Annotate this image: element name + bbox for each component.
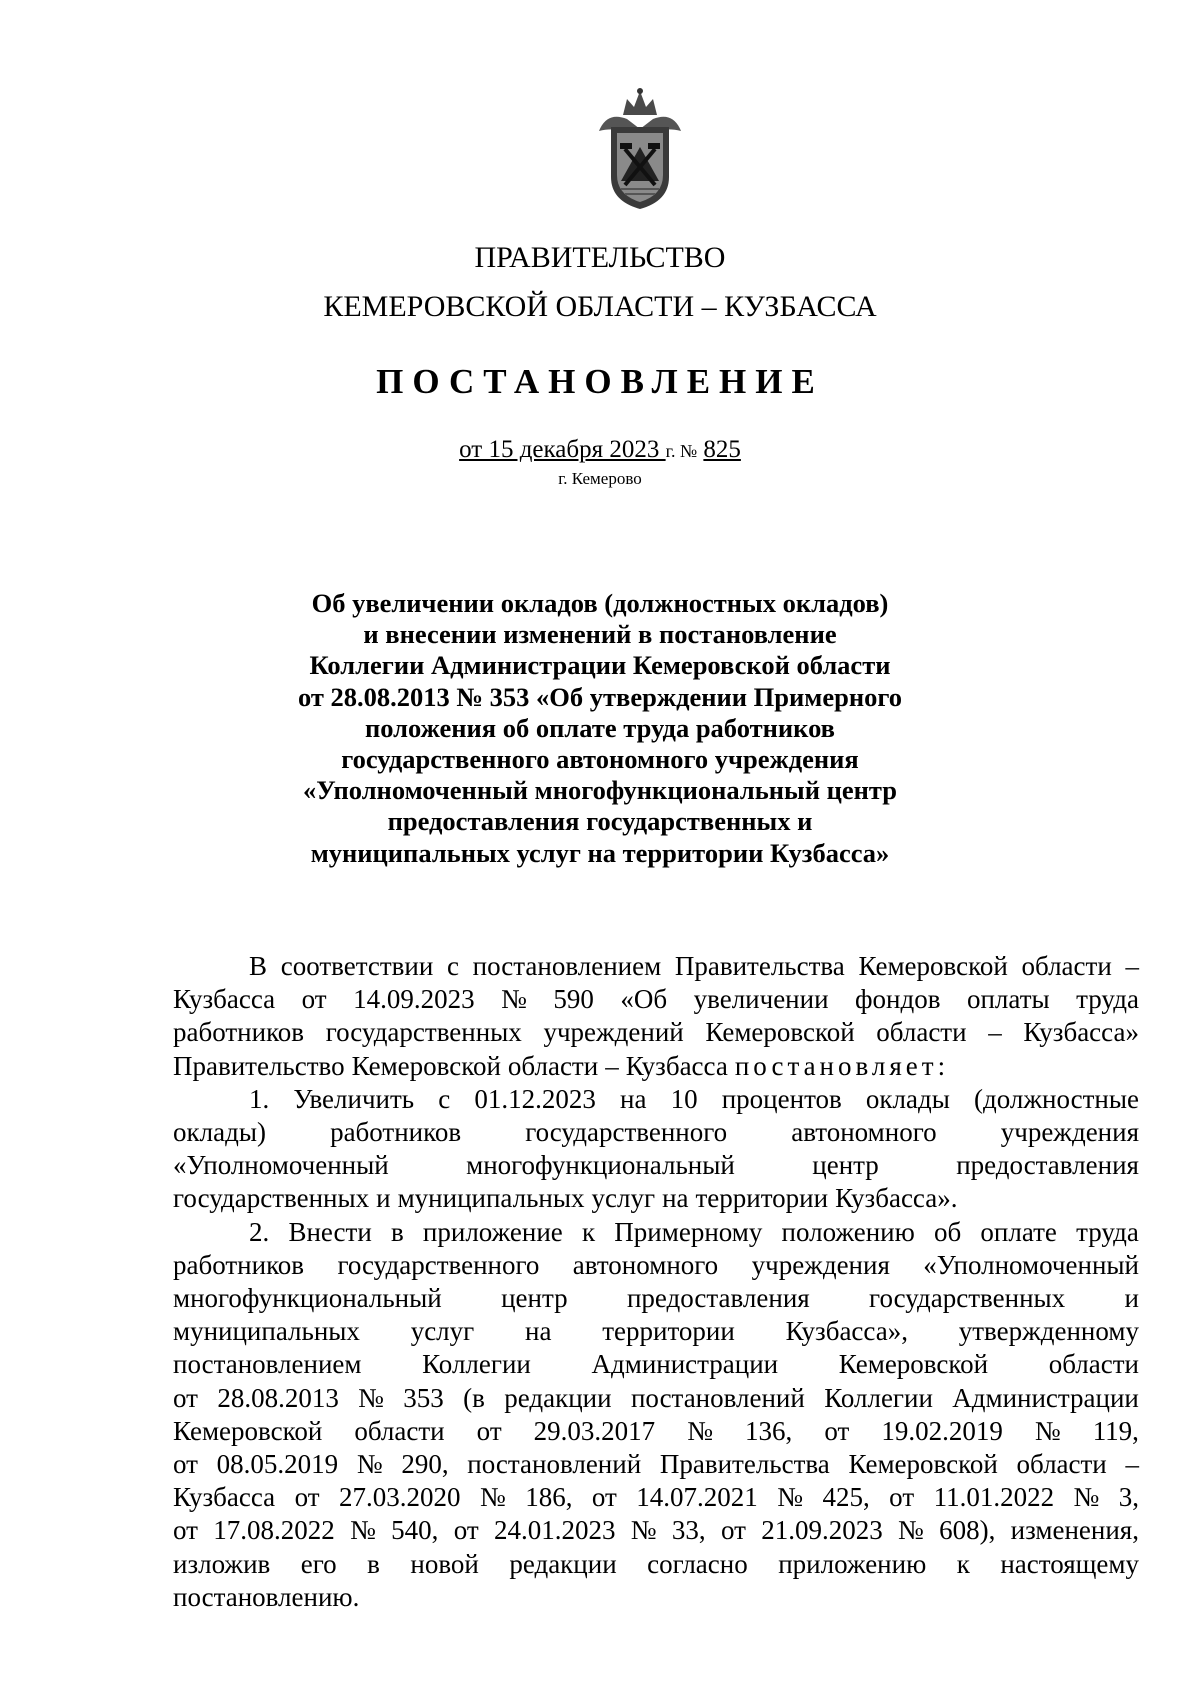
title-line: от 28.08.2013 № 353 «Об утверждении Примерного bbox=[298, 681, 902, 712]
word: 186, bbox=[525, 1482, 573, 1513]
word: 2. bbox=[249, 1216, 270, 1247]
word: муниципальных bbox=[173, 1316, 360, 1347]
word: территории bbox=[602, 1316, 735, 1347]
word: (должностные bbox=[974, 1083, 1139, 1114]
word: № bbox=[350, 1515, 376, 1546]
word: об bbox=[933, 1216, 962, 1247]
word: Кузбасса bbox=[625, 1050, 728, 1081]
word: 27.03.2020 bbox=[339, 1482, 461, 1513]
word: – bbox=[605, 1050, 619, 1081]
word: оплате bbox=[980, 1216, 1057, 1247]
body-line bbox=[173, 1382, 1139, 1415]
word: согласно bbox=[647, 1548, 748, 1579]
body-line bbox=[173, 950, 1139, 983]
word: работников bbox=[173, 1249, 305, 1280]
body-line bbox=[173, 1016, 1139, 1049]
word: в bbox=[367, 1548, 380, 1579]
word: многофункциональный bbox=[173, 1283, 442, 1314]
word: муниципальных bbox=[397, 1183, 585, 1214]
word: от bbox=[889, 1482, 915, 1513]
body-line bbox=[173, 1216, 1139, 1249]
word: 136, bbox=[745, 1415, 793, 1446]
word: и bbox=[376, 1183, 391, 1214]
word: к bbox=[581, 1216, 596, 1247]
word: 28.08.2013 bbox=[217, 1382, 339, 1413]
body-line bbox=[173, 1548, 1139, 1581]
word: 33, bbox=[671, 1515, 706, 1546]
government-name-line1: ПРАВИТЕЛЬСТВО bbox=[474, 241, 726, 274]
document-number: 825 bbox=[703, 436, 741, 463]
title-line: Об увеличении окладов (должностных окладов) bbox=[311, 588, 889, 618]
word: от bbox=[824, 1415, 850, 1446]
word: «Уполномоченный bbox=[923, 1249, 1139, 1280]
word: редакции bbox=[509, 1548, 617, 1579]
word: Кемеровской bbox=[848, 1449, 998, 1480]
word: услуг bbox=[591, 1183, 656, 1214]
word: Правительство bbox=[173, 1050, 345, 1081]
word: 08.05.2019 bbox=[216, 1449, 339, 1480]
government-name-line2: КЕМЕРОВСКОЙ ОБЛАСТИ – КУЗБАССА bbox=[323, 290, 877, 323]
word: оплаты bbox=[966, 984, 1050, 1015]
title-line: государственного автономного учреждения bbox=[341, 744, 859, 775]
word: № bbox=[356, 1449, 383, 1480]
word: Коллегии bbox=[422, 1349, 531, 1380]
word: № bbox=[479, 1482, 506, 1513]
word: оклады) bbox=[173, 1117, 266, 1148]
document-title bbox=[260, 588, 940, 869]
word: «Уполномоченный bbox=[173, 1150, 389, 1181]
word: Кузбасса» bbox=[1023, 1017, 1139, 1048]
word: – bbox=[1125, 1449, 1139, 1480]
word: Правительства bbox=[659, 1449, 830, 1480]
word: центр bbox=[501, 1283, 568, 1314]
word: увеличении bbox=[693, 984, 829, 1015]
word: от bbox=[173, 1515, 198, 1546]
word: № bbox=[777, 1482, 804, 1513]
word: и bbox=[1124, 1283, 1139, 1314]
word: с bbox=[446, 951, 459, 981]
word: № bbox=[687, 1415, 713, 1446]
body-line bbox=[173, 983, 1139, 1016]
word: «Об bbox=[620, 984, 668, 1015]
word: на bbox=[525, 1316, 552, 1347]
word: 10 bbox=[670, 1083, 698, 1114]
word: – bbox=[1125, 951, 1139, 981]
word: Внести bbox=[288, 1216, 372, 1247]
word: учреждений bbox=[543, 1017, 684, 1048]
word: 11.01.2022 bbox=[933, 1482, 1055, 1513]
word: от bbox=[476, 1415, 502, 1446]
word: центр bbox=[812, 1150, 879, 1181]
word: постановлений bbox=[630, 1382, 805, 1413]
word: 19.02.2019 bbox=[881, 1415, 1003, 1446]
word: от bbox=[173, 1449, 198, 1480]
word: от bbox=[720, 1515, 746, 1546]
word: 290, bbox=[401, 1449, 449, 1480]
word: области bbox=[354, 1415, 445, 1446]
title-line: муниципальных услуг на территории Кузбасса» bbox=[310, 837, 890, 868]
word: постановлением bbox=[173, 1349, 362, 1380]
word: Кемеровской bbox=[173, 1415, 323, 1446]
body-line bbox=[173, 1116, 1139, 1149]
word: № bbox=[1034, 1415, 1061, 1446]
word: В bbox=[249, 951, 268, 981]
word: области bbox=[876, 1017, 967, 1048]
word: на bbox=[662, 1183, 689, 1214]
word: постановлению. bbox=[173, 1581, 360, 1612]
title-line: и внесении изменений в постановление bbox=[363, 619, 837, 650]
word: государственного bbox=[525, 1117, 728, 1148]
body-line bbox=[173, 1315, 1139, 1348]
word: № bbox=[358, 1382, 384, 1413]
title-line: положения об оплате труда работников bbox=[365, 712, 835, 743]
body-line bbox=[173, 1149, 1139, 1182]
body-line bbox=[173, 1083, 1139, 1116]
word: 3, bbox=[1118, 1482, 1139, 1513]
title-line: Коллегии Администрации Кемеровской области bbox=[309, 650, 891, 681]
colon: : bbox=[937, 1050, 946, 1081]
word: утвержденному bbox=[958, 1316, 1139, 1347]
word: области bbox=[507, 1050, 599, 1081]
document-body bbox=[173, 950, 1139, 1614]
word: Правительства bbox=[674, 951, 845, 981]
word: предоставления bbox=[626, 1283, 810, 1314]
word: к bbox=[956, 1548, 970, 1579]
word: Кемеровской bbox=[858, 951, 1008, 981]
word: 119, bbox=[1092, 1415, 1139, 1446]
word: государственных bbox=[869, 1283, 1066, 1314]
word: учреждения bbox=[1000, 1117, 1139, 1148]
word: Кемеровской bbox=[705, 1017, 855, 1048]
word: Кемеровской bbox=[838, 1349, 989, 1380]
word: Кузбасса bbox=[173, 984, 276, 1015]
body-line bbox=[173, 1415, 1139, 1448]
word: государственного bbox=[337, 1249, 540, 1280]
word: № bbox=[1073, 1482, 1100, 1513]
word: новой bbox=[410, 1548, 479, 1579]
word: 540, bbox=[391, 1515, 439, 1546]
word: области bbox=[1048, 1349, 1139, 1380]
spaced-word-postanovlyaet: постановляет bbox=[734, 1050, 938, 1081]
word: Кузбасса», bbox=[785, 1316, 908, 1347]
word: 17.08.2022 bbox=[213, 1515, 335, 1546]
word: № bbox=[501, 984, 527, 1015]
word: 425, bbox=[822, 1482, 870, 1513]
word: от bbox=[453, 1515, 479, 1546]
word: учреждения bbox=[751, 1249, 890, 1280]
word: настоящему bbox=[1000, 1548, 1139, 1579]
body-line bbox=[173, 1249, 1139, 1282]
word: 01.12.2023 bbox=[474, 1083, 596, 1114]
kuzbass-coat-of-arms-icon bbox=[593, 85, 687, 213]
word: с bbox=[438, 1083, 451, 1114]
word: Администрации bbox=[591, 1349, 779, 1380]
word: – bbox=[988, 1017, 1002, 1048]
word: от bbox=[294, 1482, 320, 1513]
word: Кемеровской bbox=[351, 1050, 501, 1081]
word: автономного bbox=[791, 1117, 937, 1148]
word: предоставления bbox=[956, 1150, 1139, 1181]
word: в bbox=[390, 1216, 404, 1247]
word: изложив bbox=[173, 1548, 271, 1579]
word: постановлений bbox=[467, 1449, 642, 1480]
document-date-line bbox=[0, 437, 1200, 462]
body-line bbox=[173, 1514, 1139, 1547]
word: 353 bbox=[403, 1382, 444, 1413]
word: 24.01.2023 bbox=[493, 1515, 616, 1546]
word: государственных bbox=[173, 1183, 370, 1214]
word: оклады bbox=[865, 1083, 950, 1114]
body-line bbox=[173, 1050, 1139, 1083]
word: автономного bbox=[572, 1249, 719, 1280]
word: труда bbox=[1076, 1216, 1139, 1247]
word: изменения, bbox=[1010, 1515, 1139, 1546]
word: 590 bbox=[553, 984, 594, 1015]
body-line bbox=[173, 1581, 1139, 1614]
title-line: «Уполномоченный многофункциональный центр bbox=[303, 775, 897, 806]
word: труда bbox=[1076, 984, 1139, 1015]
title-line: предоставления государственных и bbox=[387, 806, 813, 837]
word: приложение bbox=[422, 1216, 563, 1247]
document-date: от 15 декабря 2023 bbox=[459, 436, 666, 463]
word: работников bbox=[330, 1117, 462, 1148]
word: Примерному bbox=[614, 1216, 763, 1247]
word: 29.03.2017 bbox=[533, 1415, 656, 1446]
word: 14.09.2023 bbox=[353, 984, 475, 1015]
body-line bbox=[173, 1282, 1139, 1315]
word: редакции bbox=[504, 1382, 612, 1413]
word: от bbox=[301, 984, 327, 1015]
word: положению bbox=[781, 1216, 915, 1247]
document-type: ПОСТАНОВЛЕНИЕ bbox=[376, 362, 824, 401]
number-prefix: г. № bbox=[665, 441, 698, 461]
word: № bbox=[898, 1515, 924, 1546]
body-line bbox=[173, 1182, 1139, 1215]
word: 608), bbox=[939, 1515, 996, 1546]
word: 14.07.2021 bbox=[636, 1482, 758, 1513]
word: (в bbox=[463, 1382, 485, 1413]
word: Кузбасса bbox=[173, 1482, 276, 1513]
word: государственных bbox=[325, 1017, 522, 1048]
word: 21.09.2023 bbox=[761, 1515, 883, 1546]
body-line bbox=[173, 1448, 1139, 1481]
word: Кузбасса». bbox=[835, 1183, 958, 1214]
word: работников bbox=[173, 1017, 305, 1048]
word: от bbox=[173, 1382, 198, 1413]
word: 1. bbox=[249, 1083, 270, 1114]
body-line bbox=[173, 1348, 1139, 1381]
document-city: г. Кемерово bbox=[558, 469, 642, 488]
word: территории bbox=[695, 1183, 829, 1214]
word: услуг bbox=[410, 1316, 475, 1347]
word: области bbox=[1016, 1449, 1107, 1480]
word: от bbox=[591, 1482, 617, 1513]
word: на bbox=[620, 1083, 647, 1114]
word: его bbox=[300, 1548, 337, 1579]
word: приложению bbox=[778, 1548, 927, 1579]
body-line bbox=[173, 1481, 1139, 1514]
word: фондов bbox=[855, 984, 941, 1015]
word: Коллегии bbox=[824, 1382, 933, 1413]
word: соответствии bbox=[280, 951, 434, 981]
word: Администрации bbox=[952, 1382, 1139, 1413]
word: процентов bbox=[721, 1083, 842, 1114]
word: многофункциональный bbox=[466, 1150, 735, 1181]
word: Увеличить bbox=[293, 1083, 415, 1114]
word: области bbox=[1021, 951, 1112, 981]
word: постановлением bbox=[472, 951, 662, 981]
word: № bbox=[630, 1515, 657, 1546]
